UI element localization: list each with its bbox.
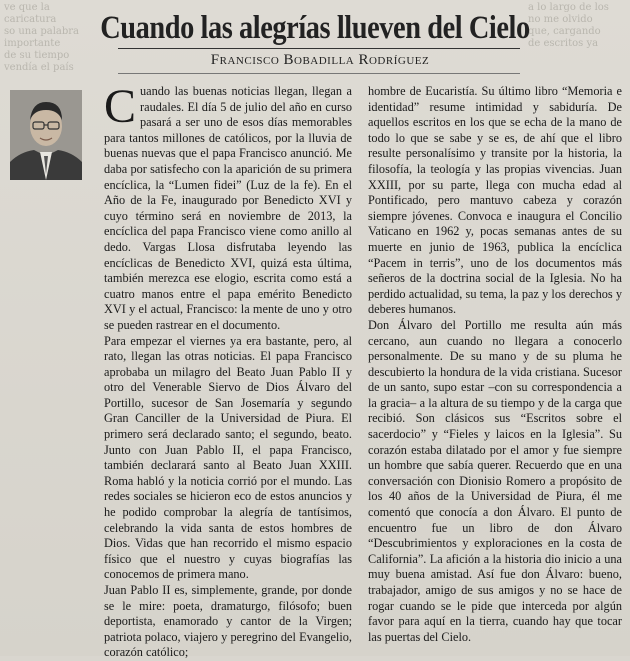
paragraph-2: Para empezar el viernes ya era bastante, pero, al rato, llegan las otras noticias. El papa Francisco aprobaba un milagro del Beato Juan Pablo II y otro del Venerable Siervo de Dios Álvaro del Portillo, sucesor de San Josemaría y segundo Gran Canciller de la Universidad de Piura. El primero será declarado santo; el segundo, beato. Junto con Juan Pablo II, el papa Francisco, también declarará santo al Beato Juan XXIII. Roma habló y la noticia corrió por el mundo. Las redes sociales se hicieron eco de estos anuncios y he podido comprobar la alegría de tantísimos, celebrando la vida santa de estos hombres de Dios. Vidas que han recorrido el mismo espacio físico que el nuestro y cuyas biografías las conocemos de primera mano. bbox=[104, 333, 352, 582]
paragraph-4: hombre de Eucaristía. Su último libro “Memoria e identidad” resume intimidad y sabiduría. De aquellos escritos en los que se echa de la mano de todo lo que se sabe y se es, de ahí que el libro resulte personalísimo y transite por la historia, la filosofía, la teología y las propias vivencias. Juan XXIII, por su parte, llega con mucha edad al Pontificado, pero mantuvo cabeza y corazón siempre jóvenes. Convoca e inaugura el Concilio Vaticano en 1962 y, pocas semanas antes de su muerte en junio de 1963, publica la encíclica “Pacem in terris”, uno de los documentos más señeros de la doctrina social de la Iglesia. No ha perdido actualidad, su tema, la paz y los derechos y deberes humanos. bbox=[368, 84, 622, 317]
article-column-1 bbox=[104, 80, 352, 661]
paragraph-3: Juan Pablo II es, simplemente, grande, por donde se le mire: poeta, dramaturgo, filósofo; buen deportista, enamorado y cantor de la Virgen; patriota polaco, viajero y peregrino del Evangelio, corazón católico; bbox=[104, 583, 352, 660]
paragraph-1: Cuando las buenas noticias llegan, llegan a raudales. El día 5 de julio del año en curso pasará a ser uno de esos días memorables para tantos millones de católicos, por la lluvia de buenas nuevas que el papa Francisco anunció. Me daba por satisfecho con la aparición de su primera encíclica, la “Lumen fidei” (Luz de la fe). En el Año de la Fe, inaugurado por Benedicto XVI y cuyo término será en noviembre de 2013, la encíclica del papa Francisco viene como anillo al dedo. Vargas Llosa disfrutaba leyendo las encíclicas de Benedicto XVI, quizá esta última, también merezca ese elogio, escrita como está a cuatro manos entre el papa emérito Benedicto XVI y el actual, Francisco: la mente de uno y otro se pueden rastrear en el documento. bbox=[104, 80, 352, 332]
author-portrait-image bbox=[10, 90, 82, 180]
article-title: Cuando las alegrías llueven del Cielo bbox=[100, 10, 530, 46]
author-byline: Francisco Bobadilla Rodríguez bbox=[210, 52, 430, 68]
bleed-through-left: ve que la caricatura so una palabra importante de su tiempo vendía el país bbox=[4, 2, 80, 73]
title-rule bbox=[118, 48, 520, 49]
author-photo bbox=[10, 90, 82, 180]
drop-cap: C bbox=[104, 80, 137, 133]
bleed-through-right: a lo largo de los no me olvido que, cargando de escritos ya bbox=[528, 2, 609, 49]
byline-rule bbox=[118, 73, 520, 74]
paragraph-5: Don Álvaro del Portillo me resulta aún más cercano, aun cuando no llegara a conocerlo personalmente. De su mano y de su pluma he descubierto la hondura de la vida cristiana. Sucesor de un santo, supo estar –con su correspondencia a la gracia– a la altura de su tiempo y de la carga que recibió. Son clásicos sus “Escritos sobre el sacerdocio” y “Fieles y laicos en la Iglesia”. Su corazón estaba dilatado por el amor y fue siempre un hombre que sabía querer. Recuerdo que en una conversación con Dionisio Romero a propósito de los 40 años de la Universidad de Piura, él me comentó que conocía a don Álvaro. El punto de encuentro fue un libro de don Álvaro “Descubrimientos y exploraciones en la costa de California”. La afición a la historia dio inicio a una muy buena amistad. Así fue don Álvaro: bueno, trabajador, amigo de sus amigos y no se hace de rogar cuando se le pide que interceda por algún favor para aquí en la tierra, cuando hay que tocar las puertas del Cielo. bbox=[368, 317, 622, 644]
article-column-2 bbox=[368, 84, 622, 645]
